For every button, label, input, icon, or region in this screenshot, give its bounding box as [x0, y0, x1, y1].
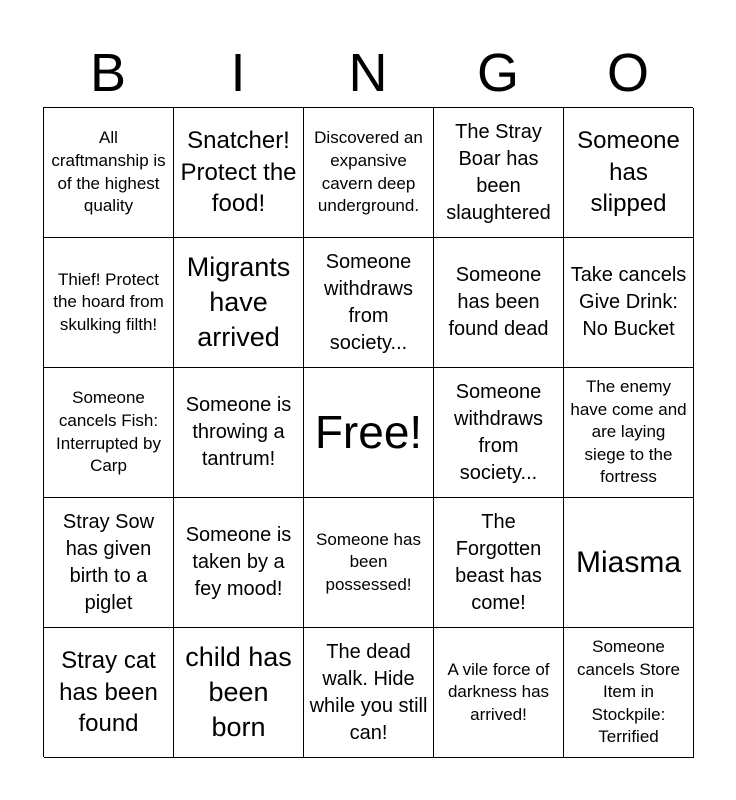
cell-text: Migrants have arrived [186, 251, 291, 353]
bingo-cell[interactable] [304, 628, 434, 758]
cell-text: Someone has been possessed! [316, 529, 421, 594]
cell-text: Someone cancels Store Item in Stockpile: Terrified [577, 636, 680, 747]
bingo-cell[interactable] [564, 238, 694, 368]
free-text: Free! [314, 406, 423, 459]
cell-text: Someone withdraws from society... [324, 250, 413, 354]
cell-text: Someone has slipped [577, 126, 680, 218]
header-letter-o: O [606, 43, 649, 103]
cell-text: Snatcher! Protect the food! [180, 126, 297, 218]
bingo-cell[interactable] [434, 628, 564, 758]
cell-text: The dead walk. Hide while you still can! [309, 640, 428, 744]
cell-text: Stray Sow has given birth to a piglet [62, 510, 155, 614]
bingo-cell[interactable] [174, 628, 304, 758]
cell-text: The enemy have come and are laying siege to the fortress [570, 376, 687, 487]
cell-text: The Stray Boar has been slaughtered [446, 120, 551, 224]
bingo-cell[interactable] [304, 498, 434, 628]
cell-text: Someone is taken by a fey mood! [185, 524, 292, 600]
bingo-cell[interactable] [44, 108, 174, 238]
cell-text: Miasma [575, 545, 681, 579]
bingo-cell[interactable] [564, 108, 694, 238]
bingo-cell[interactable] [174, 238, 304, 368]
cell-text: A vile force of darkness has arrived! [447, 659, 550, 724]
bingo-cell[interactable] [434, 108, 564, 238]
bingo-header [43, 38, 693, 108]
cell-text: child has been born [185, 641, 292, 743]
cell-text: Someone cancels Fish: Interrupted by Carp [56, 388, 161, 476]
bingo-board [43, 107, 693, 757]
cell-text: Someone has been found dead [448, 264, 549, 340]
bingo-cell[interactable] [44, 368, 174, 498]
bingo-cell[interactable] [44, 628, 174, 758]
cell-text: Stray cat has been found [59, 646, 158, 738]
cell-text: All craftmanship is of the highest quality [51, 128, 166, 216]
bingo-cell[interactable] [564, 628, 694, 758]
header-letter-n: N [348, 43, 388, 103]
cell-text: Thief! Protect the hoard from skulking filth! [53, 269, 164, 334]
header-letter-i: I [230, 43, 246, 103]
cell-text: The Forgotten beast has come! [455, 510, 542, 614]
bingo-cell[interactable] [434, 238, 564, 368]
cell-text: Someone is throwing a tantrum! [185, 394, 292, 470]
bingo-cell[interactable] [174, 498, 304, 628]
bingo-cell[interactable] [304, 238, 434, 368]
cell-text: Discovered an expansive cavern deep underground. [314, 128, 423, 216]
bingo-cell[interactable] [434, 368, 564, 498]
cell-text: Someone withdraws from society... [454, 380, 543, 484]
header-letter-b: B [89, 43, 127, 103]
header-letter-g: G [476, 43, 519, 103]
bingo-cell[interactable] [564, 498, 694, 628]
bingo-cell[interactable] [434, 498, 564, 628]
bingo-cell[interactable] [44, 498, 174, 628]
bingo-cell[interactable] [304, 108, 434, 238]
bingo-cell[interactable] [174, 368, 304, 498]
free-cell[interactable] [304, 368, 434, 498]
bingo-cell[interactable] [564, 368, 694, 498]
cell-text: Take cancels Give Drink: No Bucket [570, 264, 687, 340]
bingo-cell[interactable] [174, 108, 304, 238]
bingo-cell[interactable] [44, 238, 174, 368]
